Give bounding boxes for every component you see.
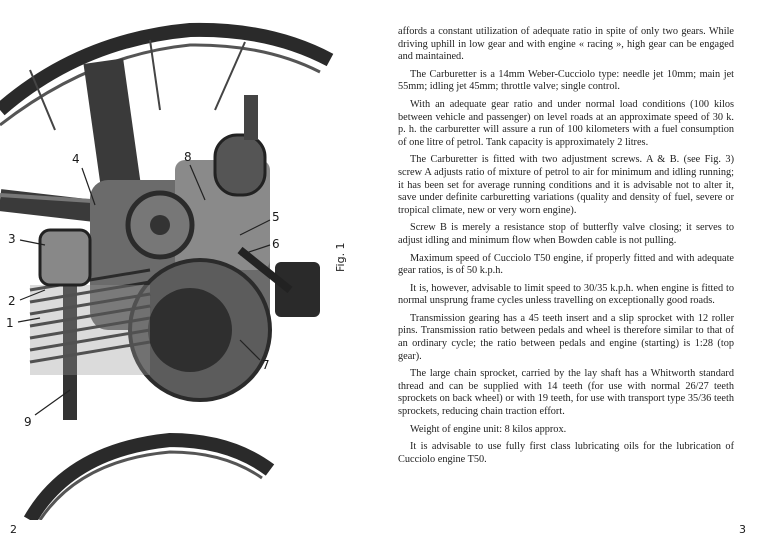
callout-1: 1 xyxy=(6,316,14,330)
callout-7: 7 xyxy=(262,358,270,372)
figure-label: Fig. 1 xyxy=(334,242,347,272)
body-text xyxy=(398,26,734,516)
callout-4: 4 xyxy=(72,152,80,166)
callout-6: 6 xyxy=(272,237,280,251)
paragraph: Maximum speed of Cucciolo T50 engine, if properly fitted and with adequate gear ratios, is of 50 k.p.h. xyxy=(398,252,734,277)
paragraph: The Carburetter is a 14mm Weber-Cucciolo type: needle jet 10mm; main jet 55mm; idling jet 45mm; throttle valve; single control. xyxy=(398,68,734,93)
paragraph: affords a constant utilization of adequate ratio in spite of only two gears. While driving uphill in low gear and with engine « racing », high gear can be engaged and maintained. xyxy=(398,26,734,63)
engine-photo xyxy=(0,0,380,520)
callout-5: 5 xyxy=(272,210,280,224)
page-number-right: 3 xyxy=(739,523,746,536)
paragraph: It is advisable to use fully first class lubricating oils for the lubrication of Cucciolo engine T50. xyxy=(398,441,734,465)
paragraph: It is, however, advisable to limit speed to 30/35 k.p.h. when engine is fitted to normal unsprung frame cycles unless travelling on exceptionally good roads. xyxy=(398,282,734,307)
paragraph: Transmission gearing has a 45 teeth insert and a slip sprocket with 12 roller pins. Transmission ratio between pedals and wheel is therefore similar to that of an ordinary cycle; the ratio between pedals and engine (starting) is 1:28 (top gear). xyxy=(398,312,734,362)
callout-3: 3 xyxy=(8,232,16,246)
paragraph: Screw B is merely a resistance stop of butterfly valve closing; it serves to adjust idling and minimum flow when Bowden cable is not pulling. xyxy=(398,222,734,246)
callout-2: 2 xyxy=(8,294,16,308)
paragraph: With an adequate gear ratio and under normal load conditions (100 kilos between vehicle and passenger) on level roads at an approximate speed of 30 k. p. h. the carburetter will assure a run of 100 kilometers with a fuel consumption of one litre of petrol. Tank capacity is approximately 2 litres. xyxy=(398,98,734,148)
paragraph: Weight of engine unit: 8 kilos approx. xyxy=(410,423,567,435)
paragraph: The large chain sprocket, carried by the lay shaft has a Whitworth standard thread and can be supplied with 14 teeth (for use with normal 26/27 teeth sprockets on back wheel) or with 19 teeth, for use with transport type 35/36 teeth sprockets, reducing chain traction effort. xyxy=(398,368,734,418)
callout-9: 9 xyxy=(24,415,32,429)
paragraph: The Carburetter is fitted with two adjustment screws. A & B. (see Fig. 3) screw A adjusts ratio of mixture of petrol to air for minimum and idling running; it has been set for average running conditions and it is advisable not to alter it, save under definite carburetting variations (quality and density of fuel, severe or tropical climate, new or very worn engine). xyxy=(398,154,734,216)
callout-8: 8 xyxy=(184,150,192,164)
page-number-left: 2 xyxy=(10,523,17,536)
